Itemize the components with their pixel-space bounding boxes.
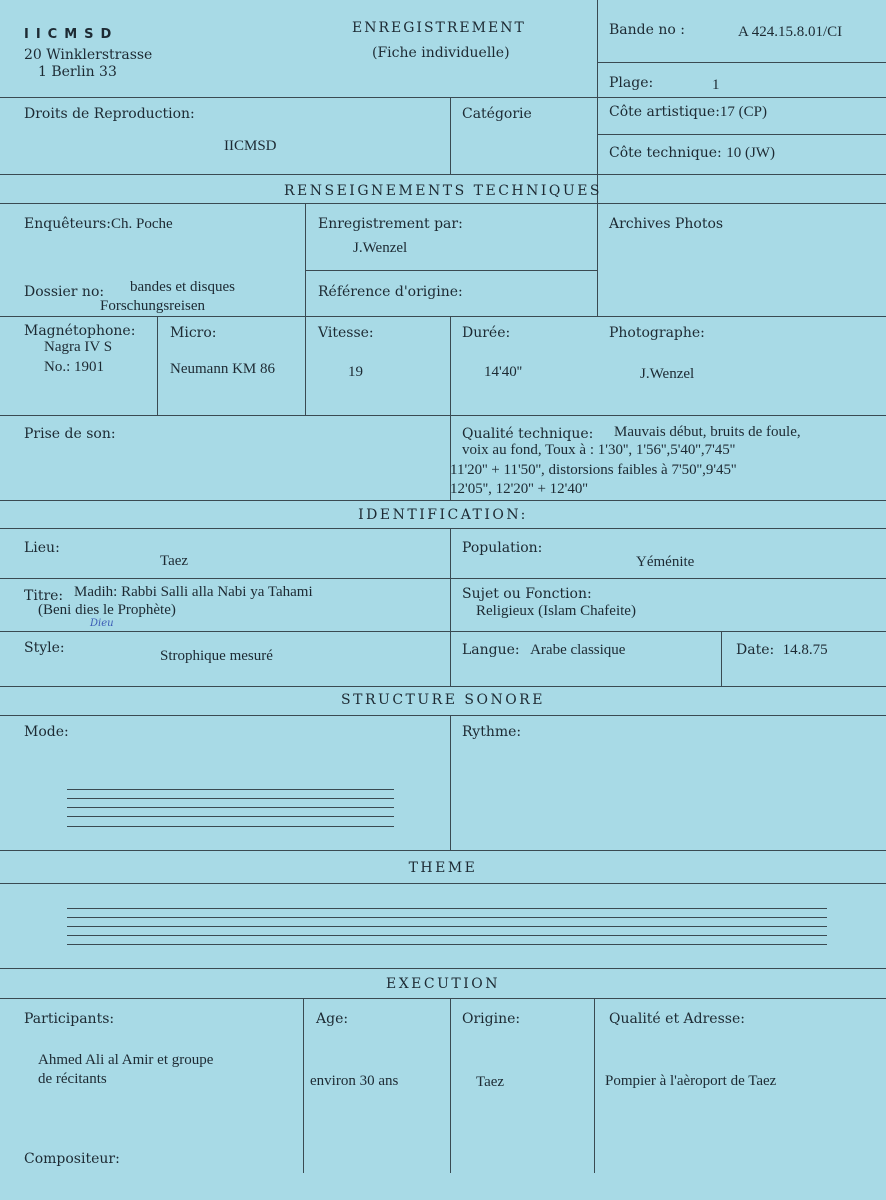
rule [450,528,451,686]
participants-value-2: de récitants [38,1071,107,1087]
qualite-technique-label: Qualité technique: [462,426,594,442]
rule [0,528,886,529]
mode-blank-line [67,798,394,799]
dossier-label: Dossier no: [24,284,105,300]
cote-technique-label: Côte technique: [609,145,727,161]
rule [0,883,886,884]
rule [0,998,886,999]
section-structure-sonore: STRUCTURE SONORE [341,692,545,708]
theme-blank-line [67,944,827,945]
titre-value-2: (Beni dies le Prophète) [38,602,176,618]
qualite-technique-line-3: 11'20'' + 11'50'', distorsions faibles à 7'50'',9'45'' [450,462,737,478]
section-theme: THEME [408,860,478,876]
vitesse-label: Vitesse: [318,325,374,341]
rythme-label: Rythme: [462,724,522,740]
archives-photos-label: Archives Photos [609,216,724,232]
theme-blank-line [67,935,827,936]
compositeur-label: Compositeur: [24,1151,120,1167]
participants-value-1: Ahmed Ali al Amir et groupe [38,1052,214,1068]
theme-blank-line [67,908,827,909]
date [736,642,828,659]
enregistrement-par-value: J.Wenzel [353,240,408,256]
sujet-label: Sujet ou Fonction: [462,586,592,602]
handwritten-correction: Dieu [90,618,114,629]
section-identification: IDENTIFICATION: [358,507,528,523]
prise-de-son-label: Prise de son: [24,426,116,442]
mode-label: Mode: [24,724,69,740]
cote-artistique-label: Côte artistique: [609,104,720,120]
rule [157,316,158,415]
qualite-adresse-label: Qualité et Adresse: [609,1011,745,1027]
titre-value-1: Madih: Rabbi Salli alla Nabi ya Tahami [74,584,313,600]
rule [597,134,886,135]
langue [462,642,625,659]
section-renseignements: RENSEIGNEMENTS TECHNIQUES [283,183,603,199]
rule [0,850,886,851]
enqueteurs-value: Ch. Poche [111,216,173,232]
dossier-value-1: bandes et disques [130,279,235,295]
institute-street: 20 Winklerstrasse [24,47,153,63]
rule [0,968,886,969]
cote-technique [609,145,775,162]
rule [594,998,595,1173]
plage-value: 1 [712,77,720,93]
magnetophone-model: Nagra IV S [44,339,113,355]
rule [0,97,886,98]
duree-value: 14'40'' [484,364,523,380]
origine-value: Taez [476,1074,505,1090]
rule [303,998,304,1173]
rule [0,715,886,716]
institute-city: 1 Berlin 33 [38,64,117,80]
age-label: Age: [316,1011,349,1027]
photographe-label: Photographe: [609,325,705,341]
vitesse-value: 19 [348,364,363,380]
rule [597,62,886,63]
qualite-technique-line-4: 12'05'', 12'20'' + 12'40'' [450,481,588,497]
cote-technique-value: 10 (JW) [726,145,775,161]
rule [597,0,598,316]
dossier-value-2: Forschungsreisen [100,298,205,314]
photographe-value: J.Wenzel [640,366,695,382]
cote-artistique [609,104,767,121]
droits-value: IICMSD [224,138,277,154]
theme-blank-line [67,917,827,918]
enqueteurs [24,216,173,233]
mode-blank-line [67,826,394,827]
enregistrement-par-label: Enregistrement par: [318,216,463,232]
magnetophone-label: Magnétophone: [24,323,136,339]
style-label: Style: [24,640,65,656]
form-subtitle: (Fiche individuelle) [372,45,510,61]
form-title: ENREGISTREMENT [352,20,526,36]
lieu-value: Taez [160,553,189,569]
droits-label: Droits de Reproduction: [24,106,195,122]
institute-logo: IICMSD [24,27,119,42]
rule [450,715,451,850]
rule [450,998,451,1173]
rule [0,500,886,501]
section-execution: EXECUTION [385,976,500,992]
rule [305,270,597,271]
categorie-label: Catégorie [462,106,532,122]
origine-label: Origine: [462,1011,521,1027]
micro-value: Neumann KM 86 [170,361,275,377]
rule [0,203,886,204]
enqueteurs-label: Enquêteurs: [24,216,112,232]
magnetophone-number: No.: 1901 [44,359,104,375]
mode-blank-line [67,816,394,817]
population-label: Population: [462,540,543,556]
participants-label: Participants: [24,1011,115,1027]
rule [0,578,886,579]
bande-value: A 424.15.8.01/CI [738,24,843,40]
lieu-label: Lieu: [24,540,60,556]
qualite-adresse-value: Pompier à l'aèroport de Taez [605,1073,777,1089]
age-value: environ 30 ans [310,1073,399,1089]
population-value: Yéménite [636,554,695,570]
date-value: 14.8.75 [782,642,828,658]
bande-label: Bande no : [609,22,685,38]
langue-label: Langue: [462,642,520,658]
mode-blank-line [67,807,394,808]
reference-origine-label: Référence d'origine: [318,284,463,300]
theme-blank-line [67,926,827,927]
micro-label: Micro: [170,325,217,341]
rule [305,203,306,415]
mode-blank-line [67,789,394,790]
rule [0,415,886,416]
rule [0,631,886,632]
rule [721,631,722,686]
qualite-technique-line-2: voix au fond, Toux à : 1'30'', 1'56'',5'40'',7'45'' [462,442,736,458]
qualite-technique-line-1: Mauvais début, bruits de foule, [614,424,801,440]
cote-artistique-value: 17 (CP) [719,104,768,120]
langue-value: Arabe classique [530,642,626,658]
duree-label: Durée: [462,325,511,341]
rule [0,174,886,175]
rule [0,686,886,687]
rule [450,97,451,174]
style-value: Strophique mesuré [160,648,273,664]
sujet-value: Religieux (Islam Chafeite) [476,603,636,619]
date-label: Date: [736,642,775,658]
rule [0,316,886,317]
titre-label: Titre: [24,588,64,604]
plage-label: Plage: [609,75,654,91]
